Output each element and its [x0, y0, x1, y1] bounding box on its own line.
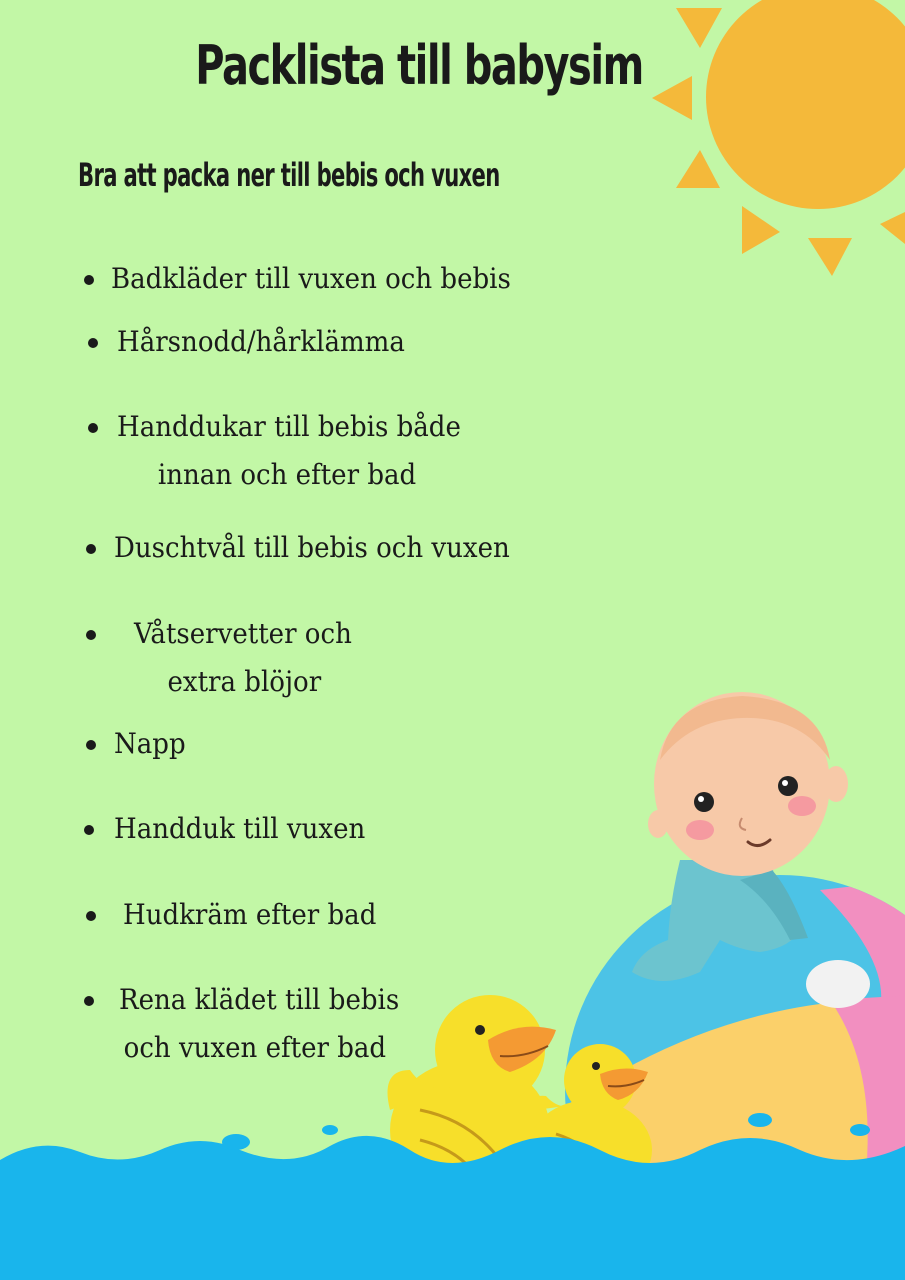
bullet-icon: [84, 996, 94, 1006]
list-item: [119, 976, 399, 1072]
list-item: [114, 805, 365, 853]
list-item: [123, 891, 376, 939]
list-item: [111, 255, 511, 303]
bullet-icon: [84, 275, 94, 285]
bullet-icon: [86, 740, 96, 750]
list-item-line1: Handduk till vuxen: [114, 812, 366, 845]
list-item-line1: Rena klädet till bebis: [119, 983, 400, 1016]
bullet-icon: [86, 630, 96, 640]
list-item-line2: extra blöjor: [167, 665, 322, 698]
list-item-line2: och vuxen efter bad: [123, 1031, 387, 1064]
list-item: [114, 524, 510, 572]
list-item-line1: Badkläder till vuxen och bebis: [111, 262, 511, 295]
page-title: Packlista till babysim: [195, 34, 643, 97]
list-item: [117, 318, 405, 366]
list-item-line1: Duschtvål till bebis och vuxen: [114, 531, 510, 564]
list-item-line1: Våtservetter och: [134, 617, 352, 650]
bullet-icon: [84, 825, 94, 835]
bullet-icon: [86, 911, 96, 921]
list-item-line1: Handdukar till bebis både: [117, 410, 461, 443]
page-subtitle: Bra att packa ner till bebis och vuxen: [78, 156, 500, 194]
list-item-line1: Hårsnodd/hårklämma: [117, 325, 405, 358]
list-item-line2: innan och efter bad: [157, 458, 417, 491]
list-item: [114, 720, 186, 768]
bullet-icon: [88, 423, 98, 433]
list-item-line1: Napp: [114, 727, 186, 760]
list-item-line1: Hudkräm efter bad: [123, 898, 377, 931]
bullet-icon: [86, 544, 96, 554]
list-item: [134, 610, 352, 706]
bullet-icon: [88, 338, 98, 348]
list-item: [117, 403, 461, 499]
